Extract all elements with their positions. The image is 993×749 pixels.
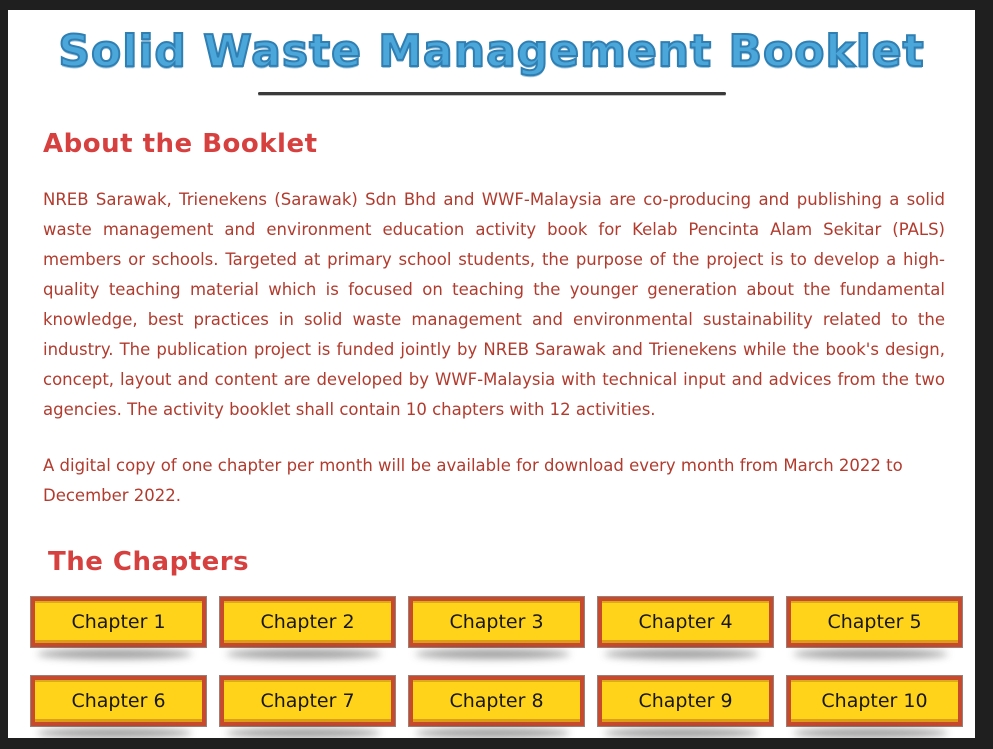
about-heading: About the Booklet xyxy=(43,129,318,160)
chapters-heading: The Chapters xyxy=(48,547,250,578)
chapter-6-button[interactable]: Chapter 6 xyxy=(31,676,206,726)
chapter-7-button[interactable]: Chapter 7 xyxy=(220,676,395,726)
about-section xyxy=(8,129,975,511)
header xyxy=(8,10,975,95)
page xyxy=(8,10,975,738)
title-underline xyxy=(258,92,726,95)
about-paragraph-2: A digital copy of one chapter per month will be available for download every month from March 2022 to December 2022. xyxy=(43,456,903,506)
chapters-section xyxy=(8,547,975,726)
chapter-2-button[interactable]: Chapter 2 xyxy=(220,597,395,647)
chapter-5-button[interactable]: Chapter 5 xyxy=(787,597,962,647)
page-title: Solid Waste Management Booklet xyxy=(58,26,925,77)
chapter-3-button[interactable]: Chapter 3 xyxy=(409,597,584,647)
chapter-10-button[interactable]: Chapter 10 xyxy=(787,676,962,726)
chapter-9-button[interactable]: Chapter 9 xyxy=(598,676,773,726)
about-paragraph-1: NREB Sarawak, Trienekens (Sarawak) Sdn Bhd and WWF-Malaysia are co-producing and publishing a solid waste management and environment education activity book for Kelab Pencinta Alam Sekitar (PALS) members or schools. Targeted at primary school students, the purpose of the project is to develop a high-quality teaching material which is focused on teaching the younger generation about the fundamental knowledge, best practices in solid waste management and environmental sustainability related to the industry. The publication project is funded jointly by NREB Sarawak and Trienekens while the book's design, concept, layout and content are developed by WWF-Malaysia with technical input and advices from the two agencies. The activity booklet shall contain 10 chapters with 12 activities. xyxy=(43,190,945,420)
chapter-grid xyxy=(31,597,962,726)
chapter-1-button[interactable]: Chapter 1 xyxy=(31,597,206,647)
chapter-4-button[interactable]: Chapter 4 xyxy=(598,597,773,647)
chapter-8-button[interactable]: Chapter 8 xyxy=(409,676,584,726)
